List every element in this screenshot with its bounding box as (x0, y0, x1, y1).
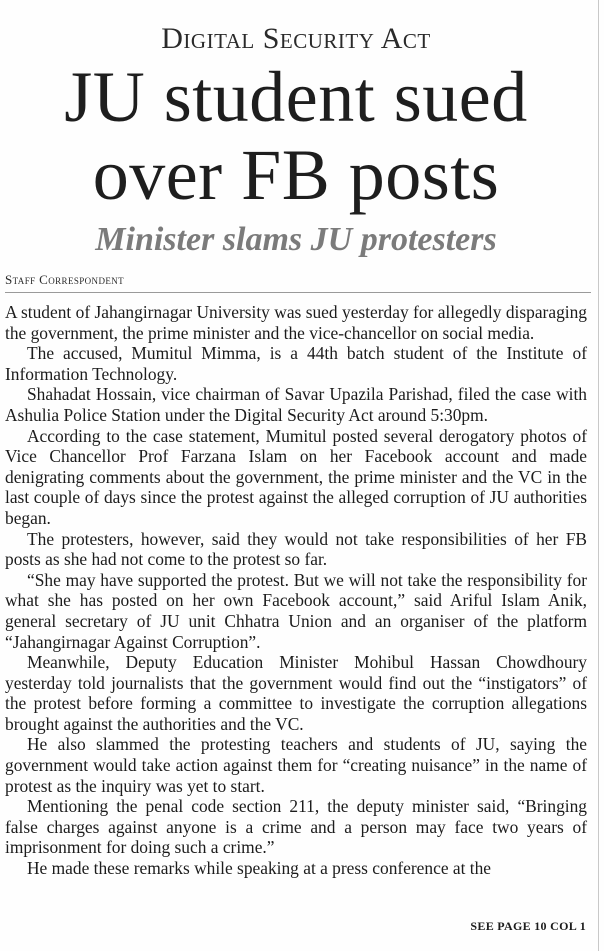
paragraph: A student of Jahangirnagar University was sued yesterday for allegedly disparaging the government, the prime minister and the vice-chancellor on social media. (5, 302, 587, 343)
paragraph: He also slammed the protesting teachers and students of JU, saying the government would take action against them for “creating nuisance” in the name of protest as the inquiry was yet to start. (5, 734, 587, 796)
paragraph: “She may have supported the protest. But we will not take the responsibility for what she has posted on her own Facebook account,” said Ariful Islam Anik, general secretary of JU unit Chhatra Union and an organiser of the platform “Jahangirnagar Against Corruption”. (5, 569, 587, 652)
paragraph: According to the case statement, Mumitul posted several derogatory photos of Vice Chancellor Prof Farzana Islam on her Facebook account and made denigrating comments about the government, the prime minister and the VC in the last couple of days since the protest against the alleged corruption of JU authorities began. (5, 425, 587, 528)
subheadline: Minister slams JU protesters (95, 221, 497, 258)
paragraph: Shahadat Hossain, vice chairman of Savar Upazila Parishad, filed the case with Ashulia Police Station under the Digital Security Act around 5:30pm. (5, 384, 587, 425)
paragraph: Meanwhile, Deputy Education Minister Mohibul Hassan Chowdhoury yesterday told journalists that the government would find out the “instigators” of the protest before forming a committee to investigate the corruption allegations brought against the authorities and the VC. (5, 652, 587, 734)
headline-line-2: over FB posts (92, 135, 500, 215)
section-kicker: Digital Security Act (161, 22, 431, 55)
headline-line-1: JU student sued (64, 57, 528, 137)
paragraph: Mentioning the penal code section 211, the deputy minister said, “Bringing false charges against anyone is a crime and a person may face two years of imprisonment for doing such a crime.” (5, 796, 587, 858)
byline: Staff Correspondent (5, 272, 125, 287)
column-divider (598, 0, 599, 951)
paragraph: The protesters, however, said they would not take responsibilities of her FB posts as she had not come to the protest so far. (5, 528, 587, 570)
continuation-link[interactable]: SEE PAGE 10 COL 1 (470, 919, 586, 933)
paragraph: He made these remarks while speaking at a press conference at the (27, 858, 492, 879)
article-body (5, 302, 587, 879)
byline-divider (5, 292, 591, 293)
paragraph: The accused, Mumitul Mimma, is a 44th batch student of the Institute of Information Technology. (5, 343, 587, 384)
headline (0, 58, 592, 214)
